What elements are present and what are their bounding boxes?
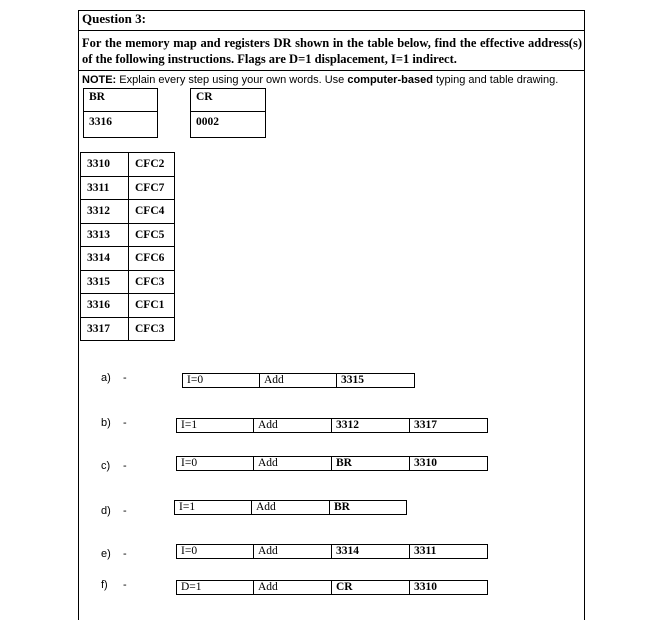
instruction-opcode-field: Add bbox=[259, 373, 337, 388]
instruction-flag-field: I=1 bbox=[174, 500, 252, 515]
instruction-dash: - bbox=[123, 460, 127, 472]
instruction-label: f) bbox=[101, 579, 108, 591]
instruction-dash: - bbox=[123, 579, 127, 591]
register-value: 0002 bbox=[196, 116, 219, 128]
memory-content: CFC7 bbox=[129, 176, 175, 200]
question-title: Question 3: bbox=[82, 11, 146, 26]
table-row bbox=[81, 294, 175, 318]
instruction-label: b) bbox=[101, 417, 111, 429]
instruction-operand-field: BR bbox=[329, 500, 407, 515]
memory-address: 3316 bbox=[81, 294, 129, 318]
instruction-dash: - bbox=[123, 548, 127, 560]
table-row bbox=[81, 270, 175, 294]
table-row bbox=[81, 200, 175, 224]
note-text-2: typing and table drawing. bbox=[432, 74, 559, 86]
memory-content: CFC6 bbox=[129, 247, 175, 271]
register-value: 3316 bbox=[89, 116, 112, 128]
note bbox=[82, 74, 558, 86]
memory-address: 3310 bbox=[81, 153, 129, 177]
table-row bbox=[81, 247, 175, 271]
register-name: CR bbox=[196, 91, 213, 103]
question-instruction: For the memory map and registers DR shown in the table below, find the effective address(s) of the following instructions. Flags are D=1 displacement, I=1 indirect. bbox=[82, 36, 582, 66]
instruction-label: e) bbox=[101, 548, 111, 560]
instruction-opcode-field: Add bbox=[253, 580, 332, 595]
instruction-flag-field: I=0 bbox=[182, 373, 260, 388]
register-br bbox=[83, 88, 158, 138]
instruction-dash: - bbox=[123, 505, 127, 517]
instruction-address-field: 3310 bbox=[409, 580, 488, 595]
instruction-label: d) bbox=[101, 505, 111, 517]
memory-address: 3314 bbox=[81, 247, 129, 271]
instruction-operand-field: 3314 bbox=[331, 544, 410, 559]
instruction-opcode-field: Add bbox=[253, 456, 332, 471]
instruction-flag-field: I=1 bbox=[176, 418, 254, 433]
note-emphasis: computer-based bbox=[347, 74, 433, 86]
instruction-dash: - bbox=[123, 417, 127, 429]
memory-content: CFC1 bbox=[129, 294, 175, 318]
memory-address: 3311 bbox=[81, 176, 129, 200]
instruction-opcode-field: Add bbox=[253, 544, 332, 559]
memory-address: 3315 bbox=[81, 270, 129, 294]
instruction-address-field: 3310 bbox=[409, 456, 488, 471]
memory-map-table bbox=[80, 152, 175, 341]
memory-content: CFC4 bbox=[129, 200, 175, 224]
memory-address: 3312 bbox=[81, 200, 129, 224]
instruction-label: c) bbox=[101, 460, 111, 472]
instruction-label: a) bbox=[101, 372, 111, 384]
memory-content: CFC3 bbox=[129, 270, 175, 294]
instruction-operand-field: 3315 bbox=[336, 373, 415, 388]
note-text-1: Explain every step using your own words. Use bbox=[116, 74, 348, 86]
note-label: NOTE: bbox=[82, 74, 117, 86]
register-cr bbox=[190, 88, 266, 138]
instruction-address-field: 3311 bbox=[409, 544, 488, 559]
instruction-flag-field: I=0 bbox=[176, 544, 254, 559]
instruction-opcode-field: Add bbox=[253, 418, 332, 433]
instruction-operand-field: CR bbox=[331, 580, 410, 595]
instruction-operand-field: 3312 bbox=[331, 418, 410, 433]
title-divider bbox=[78, 30, 585, 31]
memory-address: 3313 bbox=[81, 223, 129, 247]
memory-content: CFC3 bbox=[129, 317, 175, 341]
instruction-operand-field: BR bbox=[331, 456, 410, 471]
register-name: BR bbox=[89, 91, 105, 103]
table-row bbox=[81, 317, 175, 341]
instruction-flag-field: D=1 bbox=[176, 580, 254, 595]
instruction-divider bbox=[78, 70, 585, 71]
memory-content: CFC5 bbox=[129, 223, 175, 247]
instruction-flag-field: I=0 bbox=[176, 456, 254, 471]
table-row bbox=[81, 223, 175, 247]
instruction-opcode-field: Add bbox=[251, 500, 330, 515]
table-row bbox=[81, 176, 175, 200]
instruction-dash: - bbox=[123, 372, 127, 384]
instruction-address-field: 3317 bbox=[409, 418, 488, 433]
table-row bbox=[81, 153, 175, 177]
memory-address: 3317 bbox=[81, 317, 129, 341]
memory-content: CFC2 bbox=[129, 153, 175, 177]
